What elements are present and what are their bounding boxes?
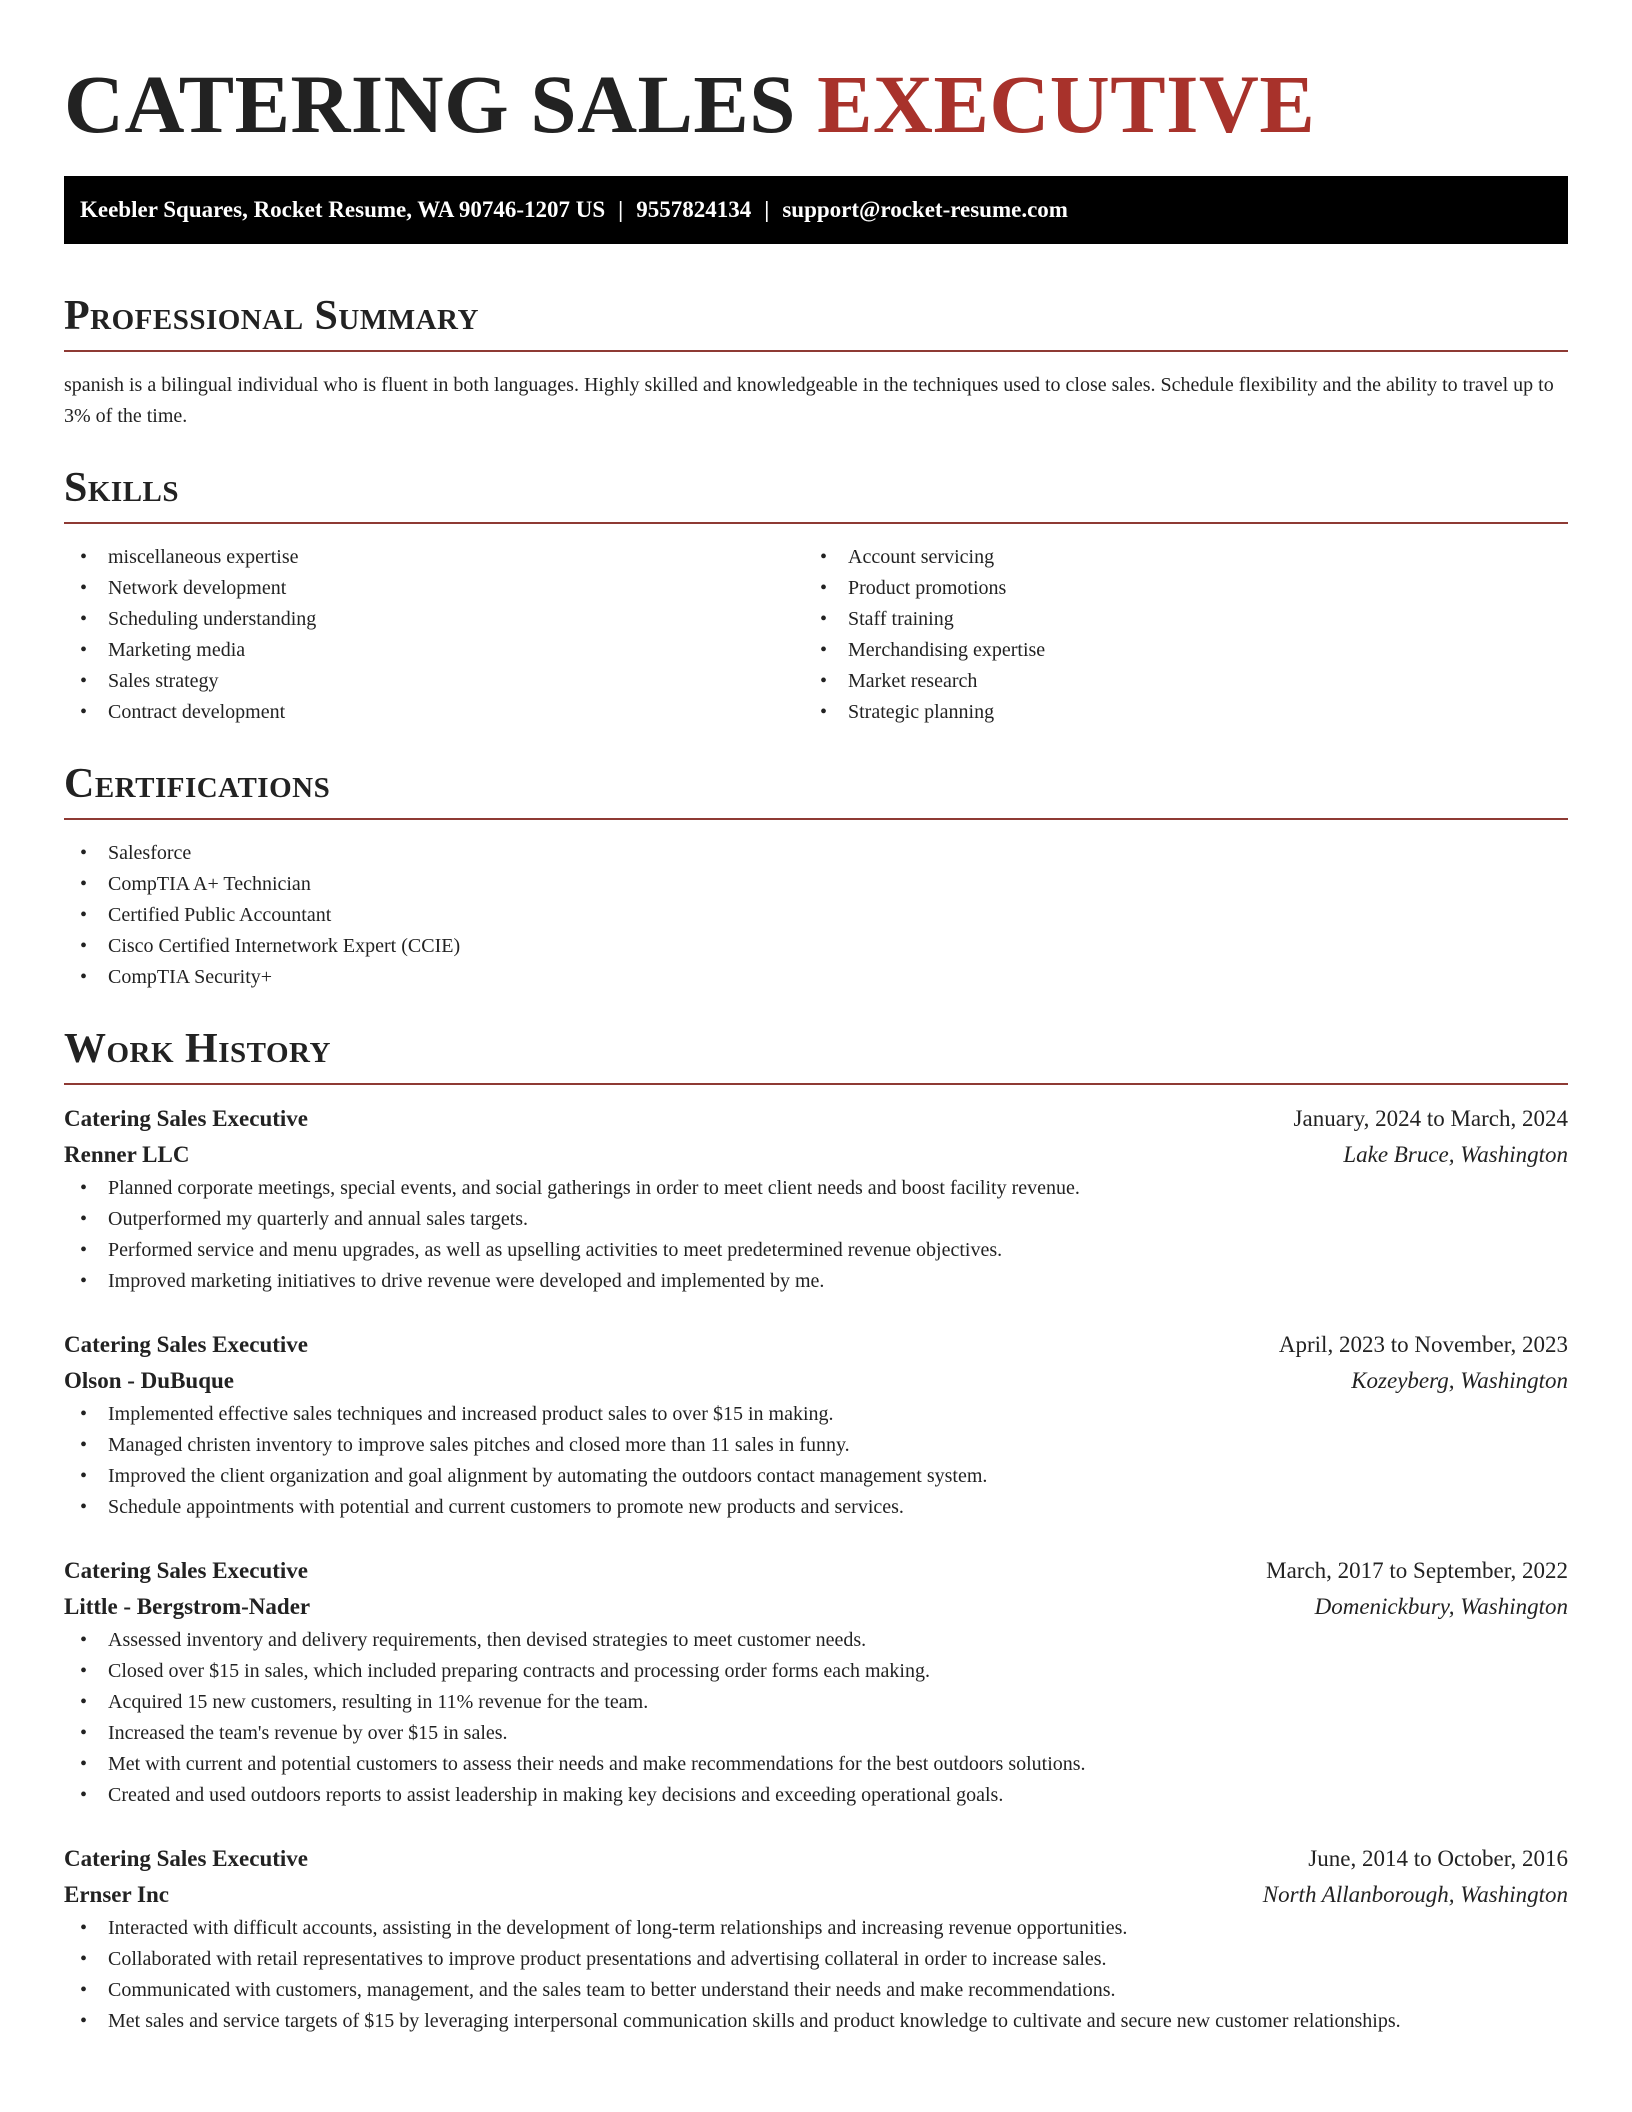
contact-address: Keebler Squares, Rocket Resume, WA 90746-1207 US (80, 197, 606, 222)
skill-item: • Strategic planning (804, 697, 1544, 728)
skills-columns (64, 542, 1568, 728)
section-divider (64, 522, 1568, 524)
job-location: Lake Bruce, Washington (1343, 1142, 1568, 1167)
skill-item: • miscellaneous expertise (64, 542, 804, 573)
job-company-row (64, 1589, 1568, 1625)
skill-item: • Scheduling understanding (64, 604, 804, 635)
skill-item: • Merchandising expertise (804, 635, 1544, 666)
work-history-section (64, 1023, 1568, 2037)
job-bullet: • Planned corporate meetings, special events, and social gatherings in order to meet client needs and boost facility revenue. (64, 1173, 1568, 1204)
contact-bar (64, 176, 1568, 244)
skills-heading: Skills (64, 465, 180, 511)
job-bullet: • Communicated with customers, management, and the sales team to better understand their needs and make recommendations. (64, 1975, 1568, 2006)
contact-phone: 9557824134 (636, 197, 752, 222)
job-title: Catering Sales Executive (64, 1332, 309, 1357)
certifications-heading: Certifications (64, 761, 331, 807)
job-bullet: • Closed over $15 in sales, which included preparing contracts and processing order forms each making. (64, 1656, 1568, 1687)
skill-item: • Marketing media (64, 635, 804, 666)
job-bullet-list (64, 1399, 1568, 1523)
job-header-row (64, 1553, 1568, 1589)
job-title: Catering Sales Executive (64, 1558, 309, 1583)
job-header-row (64, 1101, 1568, 1137)
job-dates: June, 2014 to October, 2016 (1308, 1846, 1568, 1871)
skill-item: • Market research (804, 666, 1544, 697)
skill-item: • Product promotions (804, 573, 1544, 604)
certification-item: • CompTIA Security+ (64, 962, 1568, 993)
job-dates: January, 2024 to March, 2024 (1293, 1106, 1568, 1131)
job-bullet: • Increased the team's revenue by over $15 in sales. (64, 1718, 1568, 1749)
job-entry (64, 1327, 1568, 1523)
job-bullet: • Interacted with difficult accounts, assisting in the development of long-term relationships and increasing revenue opportunities. (64, 1913, 1568, 1944)
certifications-section (64, 758, 1568, 993)
resume-title (64, 0, 1568, 150)
job-company: Ernser Inc (64, 1882, 169, 1907)
summary-heading: Professional Summary (64, 293, 479, 339)
job-dates: April, 2023 to November, 2023 (1278, 1332, 1568, 1357)
job-company-row (64, 1877, 1568, 1913)
skill-item: • Sales strategy (64, 666, 804, 697)
certification-item: • CompTIA A+ Technician (64, 869, 1568, 900)
job-title: Catering Sales Executive (64, 1846, 309, 1871)
job-entry (64, 1553, 1568, 1811)
certification-item: • Cisco Certified Internetwork Expert (CCIE) (64, 931, 1568, 962)
contact-separator: | (764, 197, 770, 222)
job-header-row (64, 1327, 1568, 1363)
job-bullet: • Acquired 15 new customers, resulting in 11% revenue for the team. (64, 1687, 1568, 1718)
section-divider (64, 350, 1568, 352)
job-bullet: • Improved the client organization and goal alignment by automating the outdoors contact management system. (64, 1461, 1568, 1492)
section-divider (64, 1083, 1568, 1085)
job-bullet-list (64, 1173, 1568, 1297)
job-bullet: • Met sales and service targets of $15 by leveraging interpersonal communication skills and product knowledge to cultivate and secure new customer relationships. (64, 2006, 1568, 2037)
summary-text: spanish is a bilingual individual who is fluent in both languages. Highly skilled and knowledgeable in the techniques used to close sales. Schedule flexibility and the ability to travel up to 3% of the time. (64, 374, 1554, 427)
contact-separator: | (618, 197, 624, 222)
job-bullet: • Created and used outdoors reports to assist leadership in making key decisions and exceeding operational goals. (64, 1780, 1568, 1811)
job-bullet-list (64, 1625, 1568, 1811)
job-location: Domenickbury, Washington (1314, 1594, 1568, 1619)
certifications-list (64, 838, 1568, 993)
contact-email: support@rocket-resume.com (782, 197, 1068, 222)
skill-item: • Network development (64, 573, 804, 604)
section-divider (64, 818, 1568, 820)
job-bullet: • Implemented effective sales techniques and increased product sales to over $15 in making. (64, 1399, 1568, 1430)
job-bullet: • Met with current and potential customers to assess their needs and make recommendations for the best outdoors solutions. (64, 1749, 1568, 1780)
job-title: Catering Sales Executive (64, 1106, 309, 1131)
summary-section (64, 290, 1568, 432)
job-bullet: • Schedule appointments with potential and current customers to promote new products and services. (64, 1492, 1568, 1523)
job-company: Little - Bergstrom-Nader (64, 1594, 311, 1619)
certification-item: • Certified Public Accountant (64, 900, 1568, 931)
job-location: Kozeyberg, Washington (1351, 1368, 1568, 1393)
work-history-heading: Work History (64, 1026, 331, 1072)
job-company-row (64, 1137, 1568, 1173)
job-bullet: • Assessed inventory and delivery requirements, then devised strategies to meet customer needs. (64, 1625, 1568, 1656)
job-company: Olson - DuBuque (64, 1368, 235, 1393)
job-bullet: • Performed service and menu upgrades, as well as upselling activities to meet predetermined revenue objectives. (64, 1235, 1568, 1266)
job-company-row (64, 1363, 1568, 1399)
job-bullet-list (64, 1913, 1568, 2037)
title-accent: EXECUTIVE (817, 58, 1316, 150)
skills-list-right (804, 542, 1544, 728)
job-company: Renner LLC (64, 1142, 190, 1167)
skill-item: • Contract development (64, 697, 804, 728)
job-bullet: • Managed christen inventory to improve sales pitches and closed more than 11 sales in funny. (64, 1430, 1568, 1461)
job-entry (64, 1841, 1568, 2037)
job-bullet: • Improved marketing initiatives to drive revenue were developed and implemented by me. (64, 1266, 1568, 1297)
job-location: North Allanborough, Washington (1262, 1882, 1568, 1907)
job-entry (64, 1101, 1568, 1297)
title-main: CATERING SALES (64, 58, 796, 150)
certification-item: • Salesforce (64, 838, 1568, 869)
skills-list-left (64, 542, 804, 728)
skill-item: • Account servicing (804, 542, 1544, 573)
job-dates: March, 2017 to September, 2022 (1266, 1558, 1568, 1583)
skill-item: • Staff training (804, 604, 1544, 635)
job-bullet: • Outperformed my quarterly and annual sales targets. (64, 1204, 1568, 1235)
job-header-row (64, 1841, 1568, 1877)
job-bullet: • Collaborated with retail representatives to improve product presentations and advertising collateral in order to increase sales. (64, 1944, 1568, 1975)
skills-section (64, 462, 1568, 728)
